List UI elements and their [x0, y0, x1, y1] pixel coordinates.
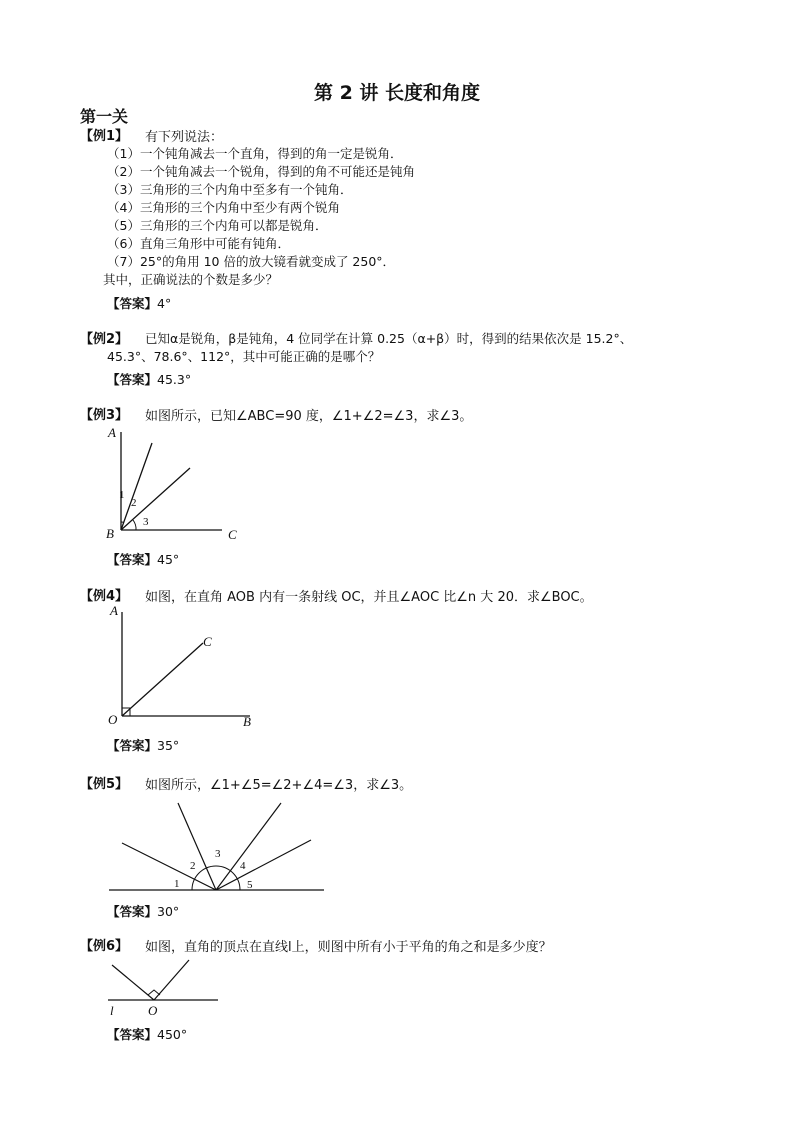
section-heading: 第一关 — [80, 107, 129, 126]
point-o-label: O — [148, 1003, 158, 1018]
example-2-line-2: 45.3°、78.6°、112°，其中可能正确的是哪个？ — [107, 349, 381, 364]
example-3-figure — [100, 425, 250, 545]
page-title: 第 2 讲 长度和角度 — [313, 82, 481, 104]
point-a-label: A — [108, 425, 116, 440]
answer-value: 35° — [157, 738, 180, 753]
example-3-tag: 【例3】 — [80, 408, 129, 423]
answer-value: 30° — [157, 904, 180, 919]
answer-label: 【答案】 — [107, 296, 158, 311]
example-1-item-4: （4）三角形的三个内角中至少有两个锐角 — [107, 200, 340, 215]
example-6-figure — [100, 955, 230, 1020]
angle-4-label: 4 — [240, 860, 246, 872]
answer-label: 【答案】 — [107, 372, 158, 387]
example-1-stem: 有下列说法： — [145, 130, 224, 145]
angle-3-label: 3 — [215, 848, 221, 860]
angle-1-label: 1 — [174, 878, 180, 890]
example-5-figure — [100, 795, 330, 895]
point-a-label: A — [110, 603, 118, 618]
example-4-answer — [107, 736, 179, 754]
answer-label: 【答案】 — [107, 552, 158, 567]
point-b-label: B — [243, 714, 251, 729]
line-l-label: l — [110, 1003, 114, 1018]
example-2-answer — [107, 370, 191, 388]
answer-value: 4° — [157, 296, 172, 311]
example-1-item-2: （2）一个钝角减去一个锐角，得到的角不可能还是钝角 — [107, 164, 415, 179]
example-1-item-3: （3）三角形的三个内角中至多有一个钝角． — [107, 182, 353, 197]
example-4-stem: 如图，在直角 AOB 内有一条射线 OC，并且∠AOC 比∠n 大 20．求∠BOC。 — [145, 590, 593, 605]
answer-value: 450° — [157, 1027, 188, 1042]
example-6-answer — [107, 1025, 187, 1043]
point-c-label: C — [228, 527, 237, 542]
example-3-answer — [107, 550, 179, 568]
answer-label: 【答案】 — [107, 1027, 158, 1042]
angle-2-label: 2 — [131, 497, 137, 509]
example-1-tag: 【例1】 — [80, 129, 129, 144]
point-o-label: O — [108, 712, 118, 727]
example-1-item-7: （7）25°的角用 10 倍的放大镜看就变成了 250°． — [107, 254, 396, 269]
example-1-item-6: （6）直角三角形中可能有钝角． — [107, 236, 290, 251]
example-5-stem: 如图所示，∠1+∠5=∠2+∠4=∠3，求∠3。 — [145, 778, 413, 793]
example-1-question: 其中，正确说法的个数是多少？ — [103, 272, 279, 287]
answer-label: 【答案】 — [107, 904, 158, 919]
example-5-answer — [107, 902, 179, 920]
example-3-stem: 如图所示，已知∠ABC=90 度，∠1+∠2=∠3，求∠3。 — [145, 409, 473, 424]
example-6-tag: 【例6】 — [80, 939, 129, 954]
example-1-item-1: （1）一个钝角减去一个直角，得到的角一定是锐角． — [107, 146, 403, 161]
example-1-answer — [107, 294, 171, 312]
angle-1-label: 1 — [119, 489, 125, 501]
point-c-label: C — [203, 634, 212, 649]
example-1-item-5: （5）三角形的三个内角可以都是锐角． — [107, 218, 328, 233]
point-b-label: B — [106, 526, 114, 541]
angle-5-label: 5 — [247, 879, 253, 891]
answer-value: 45° — [157, 552, 180, 567]
angle-2-label: 2 — [190, 860, 196, 872]
answer-value: 45.3° — [157, 372, 192, 387]
answer-label: 【答案】 — [107, 738, 158, 753]
example-4-tag: 【例4】 — [80, 589, 129, 604]
example-2-tag: 【例2】 — [80, 332, 129, 347]
example-2-line-1: 已知α是锐角，β是钝角，4 位同学在计算 0.25（α+β）时，得到的结果依次是 15.2°、 — [145, 331, 633, 346]
example-4-figure — [100, 600, 260, 730]
example-5-tag: 【例5】 — [80, 777, 129, 792]
angle-3-label: 3 — [143, 516, 149, 528]
example-6-stem: 如图，直角的顶点在直线l上，则图中所有小于平角的角之和是多少度？ — [145, 940, 552, 955]
